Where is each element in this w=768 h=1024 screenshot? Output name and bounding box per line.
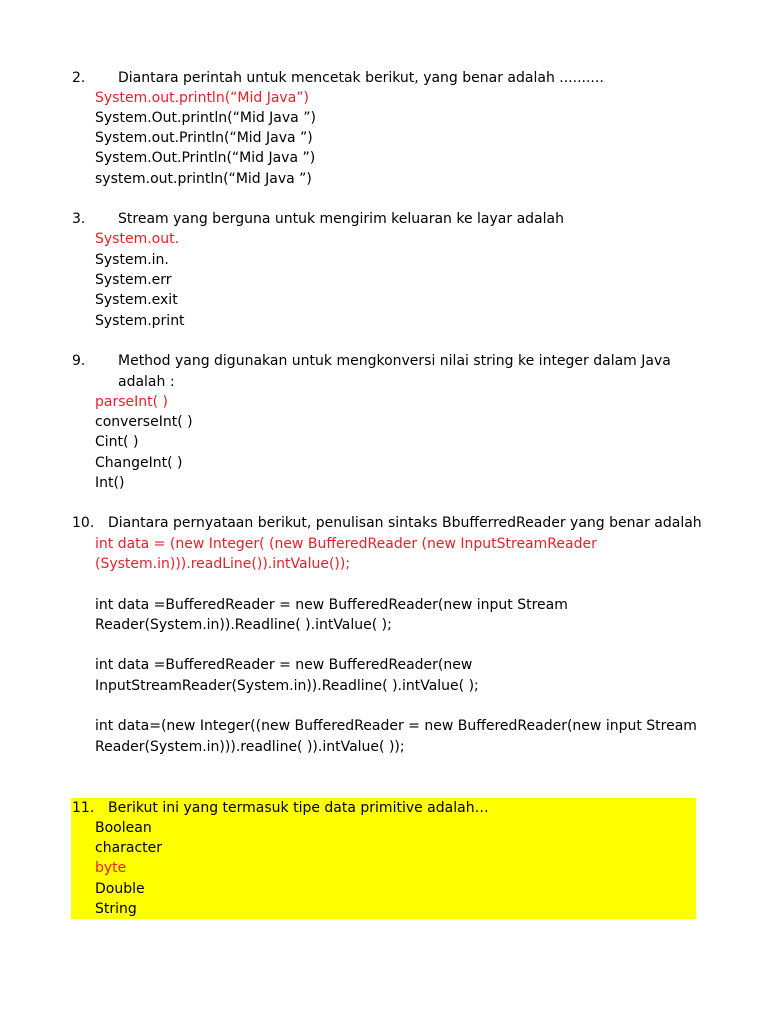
option: System.Out.println(“Mid Java ”) bbox=[95, 110, 316, 126]
question-number: 9. bbox=[72, 353, 86, 369]
option-correct: parseInt( ) bbox=[95, 394, 168, 410]
option: Int() bbox=[95, 475, 125, 491]
option: Cint( ) bbox=[95, 434, 139, 450]
question-text-line1: Method yang digunakan untuk mengkonversi nilai string ke integer dalam Java bbox=[118, 353, 671, 369]
option: System.exit bbox=[95, 292, 178, 308]
option-line2: InputStreamReader(System.in)).Readline( ).intValue( ); bbox=[95, 678, 479, 694]
question-number: 3. bbox=[72, 211, 86, 227]
option: System.in. bbox=[95, 252, 169, 268]
option-line2: Reader(System.in))).readline( )).intValue( )); bbox=[95, 739, 405, 755]
option-line1: int data =BufferedReader = new BufferedReader(new bbox=[95, 657, 473, 673]
option: ChangeInt( ) bbox=[95, 455, 183, 471]
question-text: Berikut ini yang termasuk tipe data primitive adalah… bbox=[108, 800, 489, 816]
question-number: 11. bbox=[72, 800, 95, 816]
option-correct: System.out. bbox=[95, 231, 180, 247]
option: System.out.Println(“Mid Java ”) bbox=[95, 130, 313, 146]
option: Boolean bbox=[95, 820, 152, 836]
question-text: Diantara perintah untuk mencetak berikut, yang benar adalah .......... bbox=[118, 70, 604, 86]
option-line1: int data=(new Integer((new BufferedReader = new BufferedReader(new input Stream bbox=[95, 718, 697, 734]
question-text: Diantara pernyataan berikut, penulisan sintaks BbufferredReader yang benar adalah bbox=[108, 515, 702, 531]
question-text-line2: adalah : bbox=[118, 374, 175, 390]
option: System.print bbox=[95, 313, 185, 329]
option: System.Out.Println(“Mid Java ”) bbox=[95, 150, 316, 166]
option: system.out.println(“Mid Java ”) bbox=[95, 171, 312, 187]
option-correct: byte bbox=[95, 860, 127, 876]
option-correct-line1: int data = (new Integer( (new BufferedReader (new InputStreamReader bbox=[95, 536, 597, 552]
option: character bbox=[95, 840, 163, 856]
option: Double bbox=[95, 881, 145, 897]
question-text: Stream yang berguna untuk mengirim keluaran ke layar adalah bbox=[118, 211, 564, 227]
option: converseInt( ) bbox=[95, 414, 193, 430]
option-line2: Reader(System.in)).Readline( ).intValue( ); bbox=[95, 617, 392, 633]
option-correct-line2: (System.in))).readLine()).intValue()); bbox=[95, 556, 351, 572]
option-correct: System.out.println(“Mid Java”) bbox=[95, 90, 309, 106]
option: String bbox=[95, 901, 137, 917]
question-number: 10. bbox=[72, 515, 95, 531]
question-number: 2. bbox=[72, 70, 86, 86]
option-line1: int data =BufferedReader = new BufferedReader(new input Stream bbox=[95, 597, 568, 613]
option: System.err bbox=[95, 272, 172, 288]
